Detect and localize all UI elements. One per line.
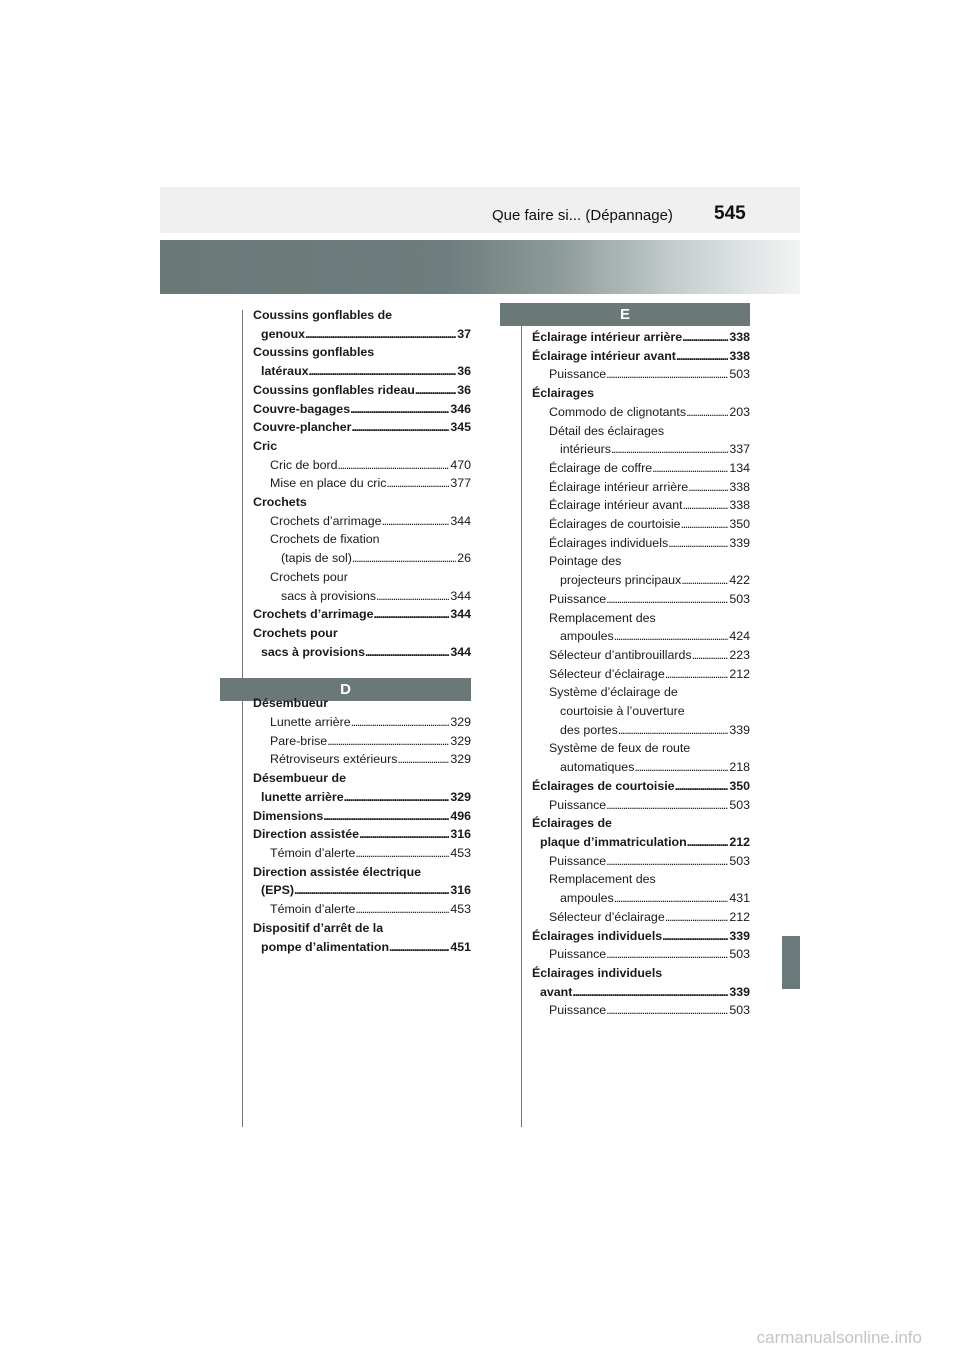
- dot-leader: [606, 852, 728, 871]
- index-entry: [532, 403, 750, 422]
- entry-text: Direction assistée électrique: [253, 864, 422, 879]
- dot-leader: [681, 515, 729, 534]
- index-entry: [253, 437, 471, 456]
- index-entry: [532, 908, 750, 927]
- entry-page-number: 503: [729, 367, 750, 382]
- dot-leader: [376, 587, 449, 606]
- index-entry: [253, 919, 471, 938]
- entry-page-number: 453: [450, 845, 471, 860]
- entry-text: Crochets: [253, 495, 307, 510]
- index-entry: [253, 474, 471, 493]
- entry-page-number: 424: [729, 629, 750, 644]
- entry-text: Éclairage de coffre: [549, 460, 653, 475]
- entry-page-number: 337: [729, 442, 750, 457]
- index-entry: [253, 418, 471, 437]
- entry-page-number: 212: [729, 666, 750, 681]
- dot-leader: [681, 571, 728, 590]
- entry-text: Pare-brise: [270, 733, 328, 748]
- dot-leader: [614, 889, 729, 908]
- entry-text: des portes: [560, 722, 618, 737]
- entry-page-number: 344: [450, 607, 471, 622]
- entry-page-number: 496: [450, 808, 471, 823]
- index-column-right: [532, 328, 750, 1020]
- entry-text: (EPS): [261, 883, 295, 898]
- index-entry: [253, 587, 471, 606]
- entry-text: Éclairages de: [532, 816, 612, 831]
- entry-page-number: 350: [729, 517, 750, 532]
- index-entry: [532, 814, 750, 833]
- entry-page-number: 37: [457, 326, 471, 341]
- dot-leader: [665, 908, 729, 927]
- entry-text: Éclairage intérieur arrière: [532, 330, 683, 344]
- entry-text: Éclairage intérieur arrière: [549, 479, 689, 494]
- section-gap: [253, 661, 471, 694]
- entry-text: Crochets pour: [253, 625, 338, 640]
- entry-text: Pointage des: [549, 554, 622, 569]
- entry-page-number: 503: [729, 853, 750, 868]
- entry-text: Coussins gonflables rideau: [253, 382, 415, 397]
- dot-leader: [683, 496, 729, 515]
- entry-page-number: 339: [729, 535, 750, 550]
- index-entry: [532, 870, 750, 889]
- dot-leader: [352, 549, 456, 568]
- index-entry: [532, 721, 750, 740]
- dot-leader: [606, 945, 728, 964]
- dot-leader: [374, 605, 450, 624]
- index-entry: [253, 493, 471, 512]
- entry-page-number: 316: [450, 827, 471, 842]
- index-entry: [532, 627, 750, 646]
- dot-leader: [386, 474, 449, 493]
- dot-leader: [688, 478, 728, 497]
- index-entry: [253, 381, 471, 400]
- index-entry: [532, 833, 750, 852]
- index-entry: [253, 732, 471, 751]
- entry-text: Coussins gonflables: [253, 345, 375, 360]
- entry-text: Puissance: [549, 947, 607, 962]
- entry-page-number: 431: [729, 891, 750, 906]
- index-entry: [532, 609, 750, 628]
- index-entry: [532, 440, 750, 459]
- entry-page-number: 203: [729, 404, 750, 419]
- entry-text: sacs à provisions: [261, 644, 365, 659]
- entry-page-number: 503: [729, 591, 750, 606]
- entry-text: ampoules: [560, 891, 614, 906]
- entry-text: Crochets de fixation: [270, 532, 380, 547]
- index-block-e: [532, 328, 750, 1020]
- entry-text: Éclairages individuels: [532, 928, 663, 943]
- entry-page-number: 339: [729, 928, 750, 943]
- entry-text: Dispositif d’arrêt de la: [253, 920, 384, 935]
- entry-page-number: 329: [450, 733, 471, 748]
- entry-page-number: 344: [450, 513, 471, 528]
- entry-text: Couvre-bagages: [253, 401, 351, 416]
- index-entry: [253, 938, 471, 957]
- entry-page-number: 338: [729, 348, 750, 363]
- index-column-left: [253, 306, 471, 956]
- entry-page-number: 350: [729, 778, 750, 793]
- dot-leader: [365, 643, 449, 662]
- dot-leader: [344, 788, 450, 807]
- index-entry: [253, 881, 471, 900]
- left-column-divider: [242, 310, 243, 1127]
- dot-leader: [665, 665, 729, 684]
- entry-text: Système de feux de route: [549, 741, 691, 756]
- index-block-c: [253, 306, 471, 661]
- entry-page-number: 329: [450, 789, 471, 804]
- entry-page-number: 377: [450, 476, 471, 491]
- index-entry: [532, 422, 750, 441]
- entry-text: Puissance: [549, 367, 607, 382]
- dot-leader: [652, 459, 728, 478]
- index-entry: [532, 945, 750, 964]
- entry-page-number: 26: [457, 551, 471, 566]
- watermark: carmanualsonline.info: [756, 1328, 922, 1347]
- entry-text: genoux: [261, 326, 306, 341]
- entry-page-number: 346: [450, 401, 471, 416]
- entry-text: Puissance: [549, 1003, 607, 1018]
- dot-leader: [662, 927, 728, 946]
- entry-text: Crochets pour: [270, 569, 348, 584]
- entry-text: intérieurs: [560, 442, 611, 457]
- dot-leader: [382, 512, 450, 531]
- entry-page-number: 339: [729, 984, 750, 999]
- index-entry: [253, 694, 471, 713]
- index-entry: [253, 343, 471, 362]
- entry-text: Système d’éclairage de: [549, 685, 678, 700]
- dot-leader: [668, 534, 728, 553]
- index-entry: [532, 758, 750, 777]
- entry-page-number: 316: [450, 883, 471, 898]
- index-entry: [532, 889, 750, 908]
- index-entry: [253, 605, 471, 624]
- dot-leader: [389, 938, 449, 957]
- entry-text: Éclairages de courtoisie: [532, 778, 675, 793]
- entry-text: Coussins gonflables de: [253, 308, 393, 322]
- index-entry: [532, 646, 750, 665]
- entry-text: lunette arrière: [261, 789, 344, 804]
- entry-page-number: 422: [729, 573, 750, 588]
- entry-page-number: 329: [450, 752, 471, 767]
- entry-page-number: 339: [729, 722, 750, 737]
- entry-page-number: 329: [450, 715, 471, 730]
- index-entry: [532, 983, 750, 1002]
- entry-page-number: 338: [729, 479, 750, 494]
- index-entry: [253, 306, 471, 325]
- index-entry: [532, 534, 750, 553]
- dot-leader: [397, 750, 449, 769]
- dot-leader: [351, 713, 450, 732]
- dot-leader: [692, 646, 729, 665]
- entry-text: Dimensions: [253, 808, 324, 823]
- index-entry: [253, 863, 471, 882]
- dot-leader: [686, 403, 728, 422]
- entry-page-number: 223: [729, 647, 750, 662]
- entry-text: Éclairages: [532, 386, 594, 401]
- dot-leader: [618, 721, 728, 740]
- section-letter-d: D: [220, 678, 471, 701]
- dot-leader: [355, 900, 449, 919]
- index-entry: [253, 512, 471, 531]
- index-entry: [532, 739, 750, 758]
- entry-text: (tapis de sol): [281, 551, 352, 566]
- entry-page-number: 338: [729, 330, 750, 344]
- index-entry: [253, 900, 471, 919]
- entry-text: Témoin d’alerte: [270, 902, 356, 917]
- entry-page-number: 212: [729, 909, 750, 924]
- dot-leader: [572, 983, 728, 1002]
- entry-text: pompe d’alimentation: [261, 939, 390, 954]
- entry-text: Désembueur: [253, 696, 329, 711]
- index-entry: [532, 777, 750, 796]
- header-gradient-band: [160, 240, 800, 294]
- dot-leader: [614, 627, 729, 646]
- entry-page-number: 345: [450, 420, 471, 435]
- entry-text: Éclairages de courtoisie: [549, 517, 681, 532]
- dot-leader: [687, 833, 729, 852]
- index-entry: [253, 624, 471, 643]
- entry-text: sacs à provisions: [281, 588, 377, 603]
- entry-page-number: 338: [729, 498, 750, 513]
- index-entry: [253, 530, 471, 549]
- entry-page-number: 344: [450, 588, 471, 603]
- entry-text: projecteurs principaux: [560, 573, 682, 588]
- dot-leader: [350, 400, 449, 419]
- index-entry: [532, 365, 750, 384]
- index-entry: [532, 552, 750, 571]
- index-entry: [253, 568, 471, 587]
- chapter-side-tab: [782, 936, 800, 989]
- index-entry: [532, 1001, 750, 1020]
- entry-text: automatiques: [560, 760, 635, 775]
- index-entry: [253, 325, 471, 344]
- entry-page-number: 36: [457, 364, 471, 379]
- entry-page-number: 503: [729, 1003, 750, 1018]
- index-entry: [532, 665, 750, 684]
- index-entry: [532, 590, 750, 609]
- dot-leader: [606, 590, 728, 609]
- dot-leader: [305, 325, 456, 344]
- dot-leader: [675, 777, 729, 796]
- dot-leader: [359, 825, 449, 844]
- dot-leader: [327, 732, 449, 751]
- index-entry: [253, 549, 471, 568]
- entry-text: Désembueur de: [253, 771, 346, 786]
- entry-text: Couvre-plancher: [253, 420, 352, 435]
- entry-page-number: 451: [450, 939, 471, 954]
- dot-leader: [606, 796, 728, 815]
- dot-leader: [634, 758, 728, 777]
- dot-leader: [351, 418, 449, 437]
- entry-page-number: 218: [729, 760, 750, 775]
- entry-text: Témoin d’alerte: [270, 845, 356, 860]
- entry-page-number: 134: [729, 460, 750, 475]
- right-column-divider: [521, 310, 522, 1127]
- entry-text: latéraux: [261, 364, 309, 379]
- index-entry: [532, 702, 750, 721]
- dot-leader: [309, 362, 457, 381]
- entry-text: Puissance: [549, 591, 607, 606]
- entry-text: Éclairage intérieur avant: [532, 348, 676, 363]
- index-entry: [532, 478, 750, 497]
- dot-leader: [676, 347, 728, 366]
- index-entry: [532, 927, 750, 946]
- entry-text: Puissance: [549, 853, 607, 868]
- entry-text: Remplacement des: [549, 872, 656, 887]
- index-entry: [532, 683, 750, 702]
- entry-text: ampoules: [560, 629, 614, 644]
- index-entry: [532, 459, 750, 478]
- index-entry: [532, 347, 750, 366]
- index-entry: [253, 825, 471, 844]
- index-entry: [253, 844, 471, 863]
- entry-text: Rétroviseurs extérieurs: [270, 752, 398, 767]
- entry-text: Éclairages individuels: [549, 535, 669, 550]
- entry-text: Direction assistée: [253, 827, 360, 842]
- index-entry: [532, 796, 750, 815]
- entry-text: Remplacement des: [549, 610, 656, 625]
- entry-page-number: 503: [729, 947, 750, 962]
- dot-leader: [606, 365, 728, 384]
- entry-text: Détail des éclairages: [549, 423, 665, 438]
- entry-text: Puissance: [549, 797, 607, 812]
- dot-leader: [323, 807, 449, 826]
- dot-leader: [415, 381, 456, 400]
- entry-text: avant: [540, 984, 573, 999]
- index-block-d: [253, 694, 471, 956]
- entry-text: Sélecteur d’éclairage: [549, 909, 665, 924]
- entry-text: Sélecteur d’antibrouillards: [549, 647, 692, 662]
- index-entry: [253, 456, 471, 475]
- index-entry: [532, 852, 750, 871]
- section-letter-e: E: [500, 303, 750, 326]
- index-entry: [253, 643, 471, 662]
- index-entry: [532, 571, 750, 590]
- index-entry: [253, 400, 471, 419]
- index-entry: [253, 750, 471, 769]
- index-entry: [253, 807, 471, 826]
- entry-text: Éclairages individuels: [532, 965, 663, 980]
- entry-page-number: 503: [729, 797, 750, 812]
- entry-text: Sélecteur d’éclairage: [549, 666, 665, 681]
- page-number: 545: [714, 203, 746, 224]
- dot-leader: [338, 456, 450, 475]
- entry-page-number: 470: [450, 457, 471, 472]
- index-entry: [253, 769, 471, 788]
- dot-leader: [606, 1001, 728, 1020]
- dot-leader: [682, 328, 728, 347]
- index-entry: [253, 713, 471, 732]
- index-entry: [532, 964, 750, 983]
- page-header-title: Que faire si... (Dépannage): [492, 207, 673, 224]
- index-entry: [532, 384, 750, 403]
- index-entry: [532, 328, 750, 347]
- dot-leader: [355, 844, 449, 863]
- index-entry: [253, 362, 471, 381]
- header-strip: [160, 187, 800, 233]
- entry-page-number: 453: [450, 902, 471, 917]
- entry-page-number: 212: [729, 834, 750, 849]
- entry-text: Crochets d’arrimage: [253, 607, 374, 622]
- index-entry: [532, 496, 750, 515]
- entry-text: Cric de bord: [270, 457, 338, 472]
- entry-text: plaque d’immatriculation: [540, 834, 687, 849]
- entry-text: Éclairage intérieur avant: [549, 498, 683, 513]
- dot-leader: [294, 881, 449, 900]
- entry-text: Cric: [253, 438, 278, 453]
- entry-page-number: 36: [457, 382, 471, 397]
- entry-text: courtoisie à l’ouverture: [560, 704, 685, 719]
- index-entry: [253, 788, 471, 807]
- dot-leader: [611, 440, 728, 459]
- entry-text: Crochets d’arrimage: [270, 513, 382, 528]
- index-entry: [532, 515, 750, 534]
- entry-text: Commodo de clignotants: [549, 404, 687, 419]
- entry-page-number: 344: [450, 644, 471, 659]
- entry-text: Lunette arrière: [270, 715, 351, 730]
- entry-text: Mise en place du cric: [270, 476, 387, 491]
